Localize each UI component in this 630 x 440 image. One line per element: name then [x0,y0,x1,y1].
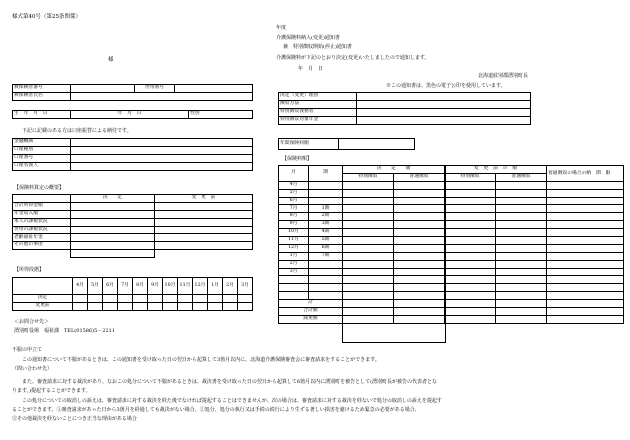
premium-month: 3月 [279,268,309,276]
issuer: 北海道紋別郡湧別町長 [478,73,529,79]
appeal-p3b: ることができます。①審査請求があった日から3箇月を経過しても裁決がない場合、②処分、処分の執行又は手続の続行により生ずる著しい損害を避けるため緊急の必要がある場合、 [12,407,420,413]
calc-basis-title: 【保険料算定の概要】 [14,185,65,191]
appeal-p3a: この処分についての取消しの訴えは、審査請求に対する裁決を経た後でなければ提起することはできませんが、次の場合は、審査請求に対する裁決を経ないで処分の取消しの訴えを提起す [22,398,442,404]
stage-month: 9月 [148,278,163,295]
premium-decided-frame [342,165,446,343]
birth-table [12,110,253,119]
appeal-p1b: （問い合わせ先） [12,366,53,372]
premium-period: 1期 [309,205,343,213]
annual-premium-table [278,138,415,150]
year-label: 年度 [276,25,287,31]
premium-period: 6期 [309,244,343,252]
birth-date: 年 月 日 [71,111,189,119]
premium-month: 6月 [279,197,309,205]
premium-month: 7月 [279,205,309,213]
calc-col-before: 変 更 前 [155,195,253,203]
calc-row-label: 世帯の課税状況 [13,226,71,234]
premium-month: 4月 [279,181,309,189]
premium-title: 【保険料額】 [282,156,313,162]
calc-row-label: 本人の課税状況 [13,218,71,226]
calc-decided-frame [70,194,155,258]
premium-month: 1月 [279,252,309,260]
stage-month: 4月 [73,278,88,295]
insured-name-label: 被保険者氏名 [13,92,71,100]
premium-col-remark: 普通徴収の場合の納 期 限 [547,166,624,182]
premium-sub-special: 特別徴収 [343,173,394,181]
special-collection-table [278,92,531,125]
sc-row-label: 徴収方法 [279,100,357,108]
sex-label: 性別 [189,111,253,119]
premium-period [309,189,343,197]
premium-col-period: 期 [309,166,343,182]
account-row-label: 金融機関 [13,139,71,147]
account-table [12,138,253,171]
income-stage-table [12,277,253,311]
premium-row-period-total: 計 [279,300,343,308]
premium-col-before: 変 更 前 の 額 [445,166,547,174]
premium-period [309,181,343,189]
stage-month: 7月 [118,278,133,295]
premium-period [309,260,343,268]
premium-sub-ordinary: 普通徴収 [496,173,547,181]
premium-col-decided: 決 定 額 [343,166,445,174]
calc-col-decided: 決 定 [71,195,155,203]
premium-period [309,197,343,205]
calc-row-label: 年金収入額 [13,210,71,218]
calc-row-label: 老齢福祉年金 [13,234,71,242]
stage-row-before: 変更前 [13,302,73,310]
premium-period: 3期 [309,221,343,229]
form-id: 様式第40号（第25条関係） [12,14,81,20]
premium-period: 7期 [309,252,343,260]
appeal-p2a: また、審査請求に対する裁決があり、なおこの処分について不服があるときは、裁決書を受け取った日の翌日から起算して6箇月以内に湧別町を被告として(湧別町長が被告の代表者とな [22,379,438,385]
sc-row-label: 決定（変更）理由 [279,93,357,101]
issue-date: 年 月 日 [298,66,324,72]
account-intro: 下記に記載のある方は口座振替による納付です。 [22,128,132,134]
insured-table [12,84,253,101]
premium-period: 4期 [309,229,343,237]
appeal-p1: この通知書について不服があるときは、この通知書を受け取った日の翌日から起算して3箇月以内に、北海道介護保険審査会に審査請求をすることができます。 [22,357,380,363]
stage-month: 11月 [178,278,193,295]
seal-note: ※この通知書は、黒色の電子公印を使用しています。 [386,83,506,89]
notice-intro: 介護保険料が下記のとおり決定(変更)いたしましたので通知します。 [276,55,430,61]
stage-month: 3月 [238,278,253,295]
notice-subtitle: 兼 特別徴収開始(停止)通知書 [283,44,352,50]
premium-period: 5期 [309,237,343,245]
premium-table [278,165,624,324]
sc-row-label: 特別徴収対象年金 [279,116,357,124]
premium-month: 2月 [279,260,309,268]
premium-period: 2期 [309,213,343,221]
premium-month: 9月 [279,221,309,229]
stage-month: 8月 [133,278,148,295]
premium-row-total: 合計額 [279,308,343,316]
contact-text: 湧別町役場 福祉課 TEL(01586)5－2211 [14,328,116,334]
premium-sub-ordinary: 普通徴収 [394,173,445,181]
income-stage-title: 【所得段階】 [14,267,45,273]
premium-month: 8月 [279,213,309,221]
account-row-label: 口座名義人 [13,162,71,170]
premium-sub-special: 特別徴収 [445,173,496,181]
premium-month: 11月 [279,237,309,245]
recipient-honorific: 様 [108,57,114,63]
calc-row-label: その他の事由 [13,242,71,250]
notice-title: 介護保険料納入(変更)通知書 [276,35,340,41]
premium-month: 10月 [279,229,309,237]
insured-number-label: 被保険者番号 [13,85,71,93]
appeal-p3c: ③その他裁決を経ないことにつき正当な理由がある場合 [12,416,137,422]
appeal-p2b: ります。)提起することができます。 [12,388,91,394]
appeal-title: 不服の申立て [12,347,43,353]
premium-row-reduction: 減免額 [279,315,343,323]
premium-col-month: 月 [279,166,309,182]
annual-premium-label: 年間保険料額 [279,139,339,150]
account-row-label: 口座番号 [13,154,71,162]
calc-row-label: 合計所得金額 [13,202,71,210]
birth-label: 生 年 月 日 [13,111,71,119]
premium-month: 5月 [279,189,309,197]
stage-month: 1月 [208,278,223,295]
stage-row-decided: 決定 [13,295,73,303]
stage-month: 12月 [193,278,208,295]
stage-month: 6月 [103,278,118,295]
stage-month: 5月 [88,278,103,295]
premium-period [309,268,343,276]
household-label: 世帯番号 [135,85,175,93]
contact-title: ＜お問合せ先＞ [14,319,50,325]
premium-month: 12月 [279,244,309,252]
stage-month: 2月 [223,278,238,295]
sc-row-label: 特別徴収義務者 [279,108,357,116]
stage-month: 10月 [163,278,178,295]
account-row-label: 口座種別 [13,146,71,154]
